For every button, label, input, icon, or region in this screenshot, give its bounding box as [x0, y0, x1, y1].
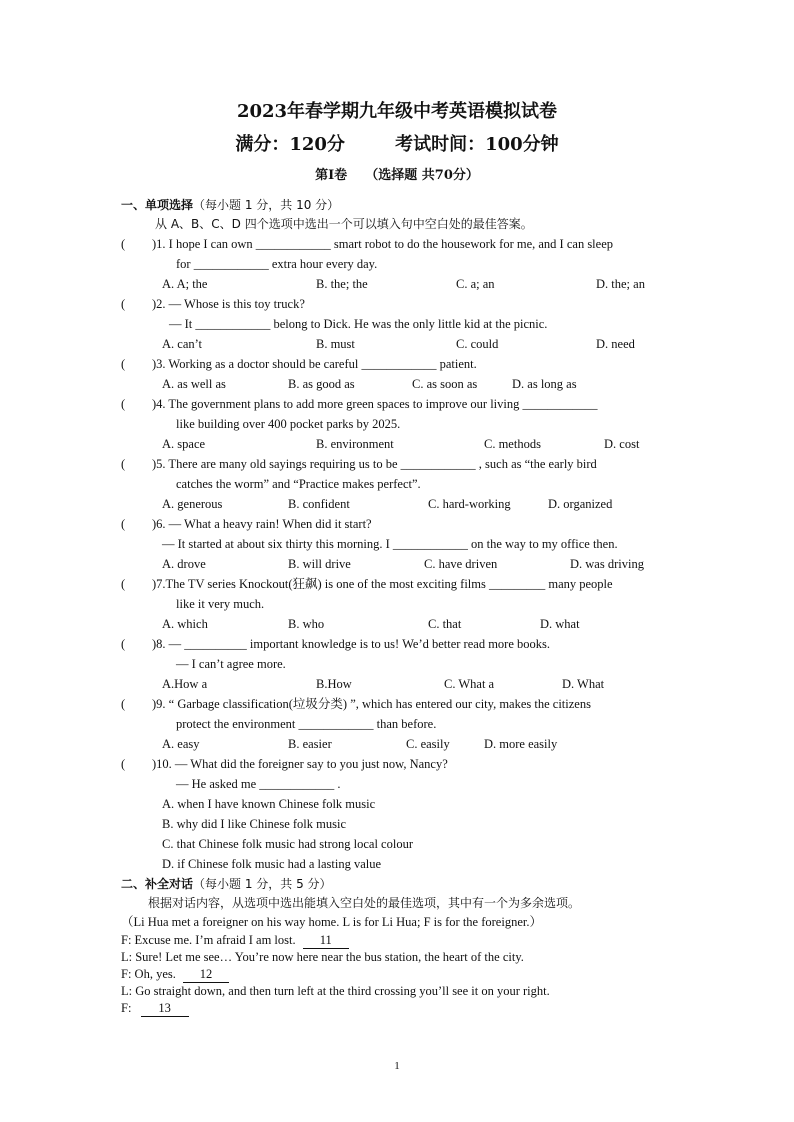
q10-line2: — He asked me ____________ .: [176, 777, 341, 791]
q4-option-a[interactable]: A. space: [162, 437, 206, 451]
q6-line2: — It started at about six thirty this morning. I ____________ on the way to my office then.: [162, 537, 618, 551]
q10-option-c[interactable]: C. that Chinese folk music had strong local colour: [162, 837, 413, 851]
q6-option-b[interactable]: B. will drive: [288, 557, 351, 571]
q9-option-d[interactable]: D. more easily: [484, 737, 558, 751]
q2-option-a[interactable]: A. can’t: [162, 337, 203, 351]
dialogue-context: （Li Hua met a foreigner on his way home. L is for Li Hua; F is for the foreigner.）: [121, 915, 542, 929]
q4-line2: like building over 400 pocket parks by 2025.: [176, 417, 401, 431]
section2-instruction: 根据对话内容，从选项中选出能填入空白处的最佳选项，其中有一个为多余选项。: [148, 896, 581, 910]
q3-option-d[interactable]: D. as long as: [512, 377, 577, 391]
answer-paren[interactable]: (: [121, 397, 126, 411]
q10-line1: )10. — What did the foreigner say to you just now, Nancy?: [152, 757, 448, 771]
q2-option-b[interactable]: B. must: [316, 337, 355, 351]
q1-line1: )1. I hope I can own ____________ smart robot to do the housework for me, and I can sleep: [152, 237, 613, 251]
dialogue-text: F: Oh, yes.: [121, 967, 176, 981]
q1-option-a[interactable]: A. A; the: [162, 277, 208, 291]
q4-option-b[interactable]: B. environment: [316, 437, 394, 451]
section1-instruction: 从 A、B、C、D 四个选项中选出一个可以填入句中空白处的最佳答案。: [155, 217, 533, 231]
q1-line2: for ____________ extra hour every day.: [176, 257, 378, 271]
answer-paren[interactable]: (: [121, 757, 126, 771]
q5-line2: catches the worm” and “Practice makes perfect”.: [176, 477, 421, 491]
q3-option-a[interactable]: A. as well as: [162, 377, 226, 391]
q7-option-a[interactable]: A. which: [162, 617, 208, 631]
answer-paren[interactable]: (: [121, 457, 126, 471]
q6-option-d[interactable]: D. was driving: [570, 557, 644, 571]
q4-option-d[interactable]: D. cost: [604, 437, 640, 451]
section1-header: [121, 197, 339, 213]
q7-line2: like it very much.: [176, 597, 265, 611]
dialogue-text: F:: [121, 1001, 132, 1015]
q5-line1: )5. There are many old sayings requiring us to be ____________ , such as “the early bird: [152, 457, 597, 471]
q6-option-a[interactable]: A. drove: [162, 557, 206, 571]
q8-line2: — I can’t agree more.: [176, 657, 286, 671]
section2-note: （每小题 1 分，共 5 分）: [193, 877, 332, 891]
q2-option-d[interactable]: D. need: [596, 337, 635, 351]
answer-paren[interactable]: (: [121, 637, 126, 651]
q5-option-c[interactable]: C. hard-working: [428, 497, 511, 511]
q3-line1: )3. Working as a doctor should be careful ____________ patient.: [152, 357, 477, 371]
q10-option-a[interactable]: A. when I have known Chinese folk music: [162, 797, 376, 811]
page-number: 1: [394, 1060, 400, 1072]
q3-option-b[interactable]: B. as good as: [288, 377, 355, 391]
section1-heading: 一、单项选择: [121, 198, 194, 212]
blank-13[interactable]: 13: [141, 1000, 189, 1017]
dialogue-line: [121, 1000, 189, 1017]
q8-option-c[interactable]: C. What a: [444, 677, 495, 691]
q1-option-b[interactable]: B. the; the: [316, 277, 368, 291]
dialogue-line: L: Sure! Let me see… You’re now here near the bus station, the heart of the city.: [121, 950, 524, 964]
section2-header: [121, 876, 332, 892]
answer-paren[interactable]: (: [121, 517, 126, 531]
q7-line1: )7.The TV series Knockout(狂飙) is one of the most exciting films _________ many people: [152, 577, 613, 591]
q5-option-d[interactable]: D. organized: [548, 497, 613, 511]
dialogue-line: [121, 966, 229, 983]
q6-line1: )6. — What a heavy rain! When did it start?: [152, 517, 372, 531]
answer-paren[interactable]: (: [121, 297, 126, 311]
score-time: 满分：120分 考试时间：100分钟: [235, 134, 559, 155]
q8-option-b[interactable]: B.How: [316, 677, 352, 691]
q7-option-d[interactable]: D. what: [540, 617, 580, 631]
blank-11[interactable]: 11: [303, 932, 349, 949]
q10-option-d[interactable]: D. if Chinese folk music had a lasting value: [162, 857, 382, 871]
answer-paren[interactable]: (: [121, 577, 126, 591]
q2-line1: )2. — Whose is this toy truck?: [152, 297, 305, 311]
q9-option-b[interactable]: B. easier: [288, 737, 332, 751]
q9-option-a[interactable]: A. easy: [162, 737, 200, 751]
q5-option-a[interactable]: A. generous: [162, 497, 223, 511]
q9-option-c[interactable]: C. easily: [406, 737, 450, 751]
q8-line1: )8. — __________ important knowledge is to us! We’d better read more books.: [152, 637, 550, 651]
part-label: 第Ⅰ卷 （选择题 共70分）: [315, 168, 479, 183]
exam-title: 2023年春学期九年级中考英语模拟试卷: [236, 101, 558, 122]
answer-paren[interactable]: (: [121, 357, 126, 371]
q2-option-c[interactable]: C. could: [456, 337, 499, 351]
dialogue-line: L: Go straight down, and then turn left at the third crossing you’ll see it on your right.: [121, 984, 550, 998]
dialogue-text: F: Excuse me. I’m afraid I am lost.: [121, 933, 296, 947]
q7-option-b[interactable]: B. who: [288, 617, 325, 631]
q6-option-c[interactable]: C. have driven: [424, 557, 498, 571]
q8-option-d[interactable]: D. What: [562, 677, 605, 691]
q7-option-c[interactable]: C. that: [428, 617, 462, 631]
q4-line1: )4. The government plans to add more green spaces to improve our living ____________: [152, 397, 598, 411]
answer-paren[interactable]: (: [121, 697, 126, 711]
section2-heading: 二、补全对话: [121, 877, 194, 891]
blank-12[interactable]: 12: [183, 966, 229, 983]
q2-line2: — It ____________ belong to Dick. He was the only little kid at the picnic.: [169, 317, 548, 331]
answer-paren[interactable]: (: [121, 237, 126, 251]
q1-option-d[interactable]: D. the; an: [596, 277, 645, 291]
q4-option-c[interactable]: C. methods: [484, 437, 541, 451]
dialogue-line: [121, 932, 349, 949]
q8-option-a[interactable]: A.How a: [162, 677, 208, 691]
q3-option-c[interactable]: C. as soon as: [412, 377, 478, 391]
q9-line1: )9. “ Garbage classification(垃圾分类) ”, which has entered our city, makes the citizens: [152, 697, 591, 711]
q10-option-b[interactable]: B. why did I like Chinese folk music: [162, 817, 347, 831]
q5-option-b[interactable]: B. confident: [288, 497, 350, 511]
q9-line2: protect the environment ____________ than before.: [176, 717, 437, 731]
section1-note: （每小题 1 分，共 10 分）: [193, 198, 340, 212]
q1-option-c[interactable]: C. a; an: [456, 277, 495, 291]
